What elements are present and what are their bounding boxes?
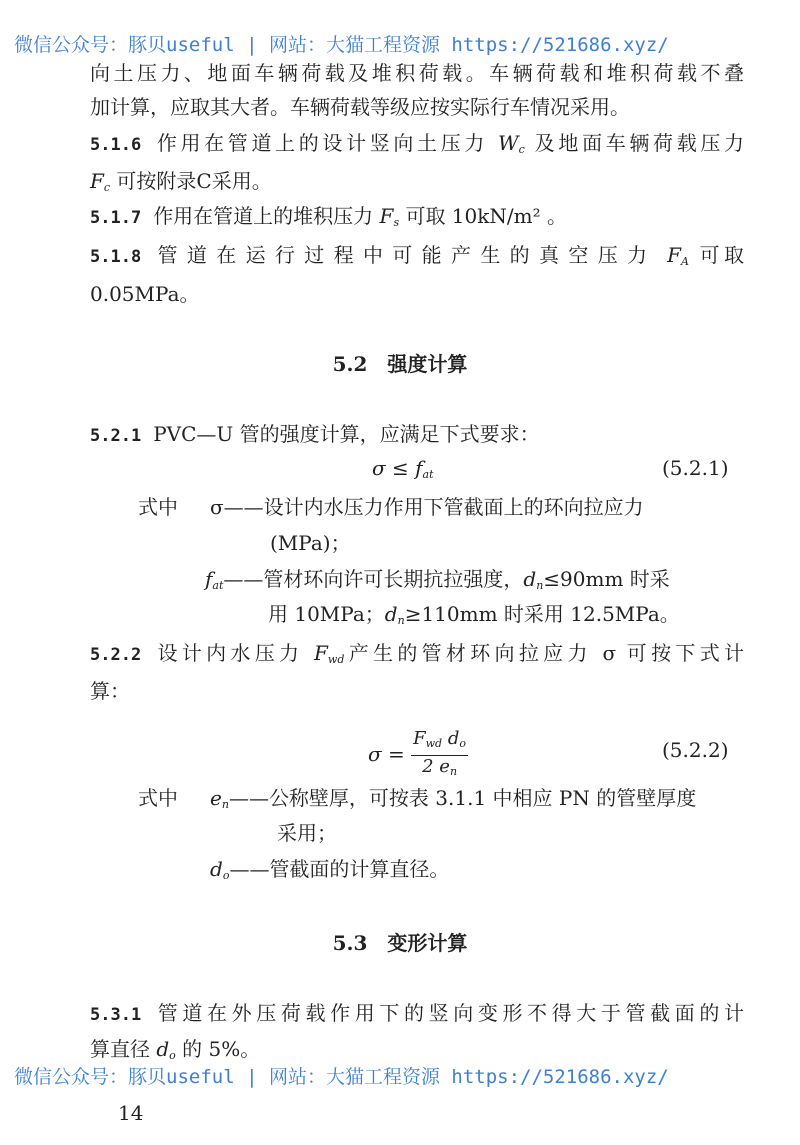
paragraph-line: 加计算，应取其大者。车辆荷载等级应按实际行车情况采用。 (90, 95, 630, 119)
definition-line: (MPa)； (270, 531, 351, 555)
definition-do: $d_o——$管截面的计算直径。 (210, 857, 450, 882)
fraction: $\frac{F_{wd} d_o}{2 e_n}$ (413, 728, 466, 778)
equation-number: (5.2.1) (662, 456, 729, 480)
definition-sigma: σ——设计内水压力作用下管截面上的环向拉应力 (210, 495, 644, 519)
clause-5-3-1: 5.3.1 管道在外压荷载作用下的竖向变形不得大于管截面的计 (90, 1001, 744, 1025)
where-label: 式中 (138, 786, 178, 810)
paragraph-line: 向土压力、地面车辆荷载及堆积荷载。车辆荷载和堆积荷载不叠 (90, 61, 744, 85)
clause-number: 5.3.1 (90, 1005, 142, 1025)
document-page: 微信公众号：豚贝useful | 网站：大猫工程资源 https://521686.xyz/ 向土压力、地面车辆荷载及堆积荷载。车辆荷载和堆积荷载不叠 加计算，应取其大者。车辆荷载等级应按实际行车情况采用。 5.1.6 作用在管道上的设计竖向土压力 $W_c$ 及地面车辆荷载压力 $F_c$ 可按附录C采用。 5.1.7 作用在管道上的堆积压力 $F_s$ 可取 10kN/m² 。 5.1.8 管道在运行过程中可能产生的真空压力 $F_A$ 可取 0.05MPa。 5.2 强度计算 5.2.1 PVC—U 管的强度计算，应满足下式要求： $\sigma \le f_{at}$ (5.2.1) 式中 σ——设计内水压力作用下管截面上的环向拉应力 (MPa)； $f_{at}——$管材环向许可长期抗拉强度，$d_n\le 90mm$ 时采 用 10MPa；$d_n\ge 110mm$ 时采用 12.5MPa。 5.2.2 设计内水压力 $F_{wd}$产生的管材环向拉应力 σ 可按下式计 算： σ = $\frac{F_{wd} d_o}{2 e_n}$ (5.2.2) 式中 $e_n——$公称壁厚，可按表 3.1.1 中相应 PN 的管壁厚度 采用； $d_o——$管截面的计算直径。 5.3 变形计算 5.3.1 管道在外压荷载作用下的竖向变形不得大于管截面的计 算直径 $d_o$ 的 5%。 微信公众号：豚贝useful | 网站：大猫工程资源 https://521686.xyz/ 14 (0, 0, 800, 1145)
definition-line: 采用； (277, 821, 337, 845)
clause-number: 5.2.2 (90, 645, 142, 665)
where-label: 式中 (138, 495, 178, 519)
paragraph-line: 算直径 $d_o$ 的 5%。 (90, 1037, 261, 1062)
watermark-bottom: 微信公众号：豚贝useful | 网站：大猫工程资源 https://521686.xyz/ (14, 1066, 669, 1088)
clause-number: 5.2.1 (90, 426, 142, 446)
section-heading-5-3: 5.3 变形计算 (332, 931, 468, 955)
clause-number: 5.1.6 (90, 135, 142, 155)
definition-en: $e_n——$公称壁厚，可按表 3.1.1 中相应 PN 的管壁厚度 (210, 786, 697, 811)
definition-line: 用 10MPa；$d_n\ge 110mm$ 时采用 12.5MPa。 (268, 602, 680, 627)
clause-5-1-7: 5.1.7 作用在管道上的堆积压力 $F_s$ 可取 10kN/m² 。 (90, 204, 567, 229)
clause-5-2-2: 5.2.2 设计内水压力 $F_{wd}$产生的管材环向拉应力 σ 可按下式计 (90, 641, 745, 666)
clause-number: 5.1.7 (90, 208, 142, 228)
clause-5-1-6: 5.1.6 作用在管道上的设计竖向土压力 $W_c$ 及地面车辆荷载压力 (90, 131, 745, 156)
clause-5-2-1: 5.2.1 PVC—U 管的强度计算，应满足下式要求： (90, 422, 540, 446)
definition-fat: $f_{at}——$管材环向许可长期抗拉强度，$d_n\le 90mm$ 时采 (205, 567, 670, 592)
watermark-top: 微信公众号：豚贝useful | 网站：大猫工程资源 https://521686.xyz/ (14, 34, 669, 56)
clause-number: 5.1.8 (90, 247, 142, 267)
paragraph-line: 0.05MPa。 (90, 282, 200, 306)
clause-5-1-8: 5.1.8 管道在运行过程中可能产生的真空压力 $F_A$ 可取 (90, 243, 745, 268)
section-heading-5-2: 5.2 强度计算 (332, 352, 468, 376)
equation-number: (5.2.2) (662, 738, 729, 762)
paragraph-line: 算： (90, 679, 130, 703)
page-number: 14 (118, 1101, 144, 1125)
paragraph-line: $F_c$ 可按附录C采用。 (90, 169, 272, 194)
